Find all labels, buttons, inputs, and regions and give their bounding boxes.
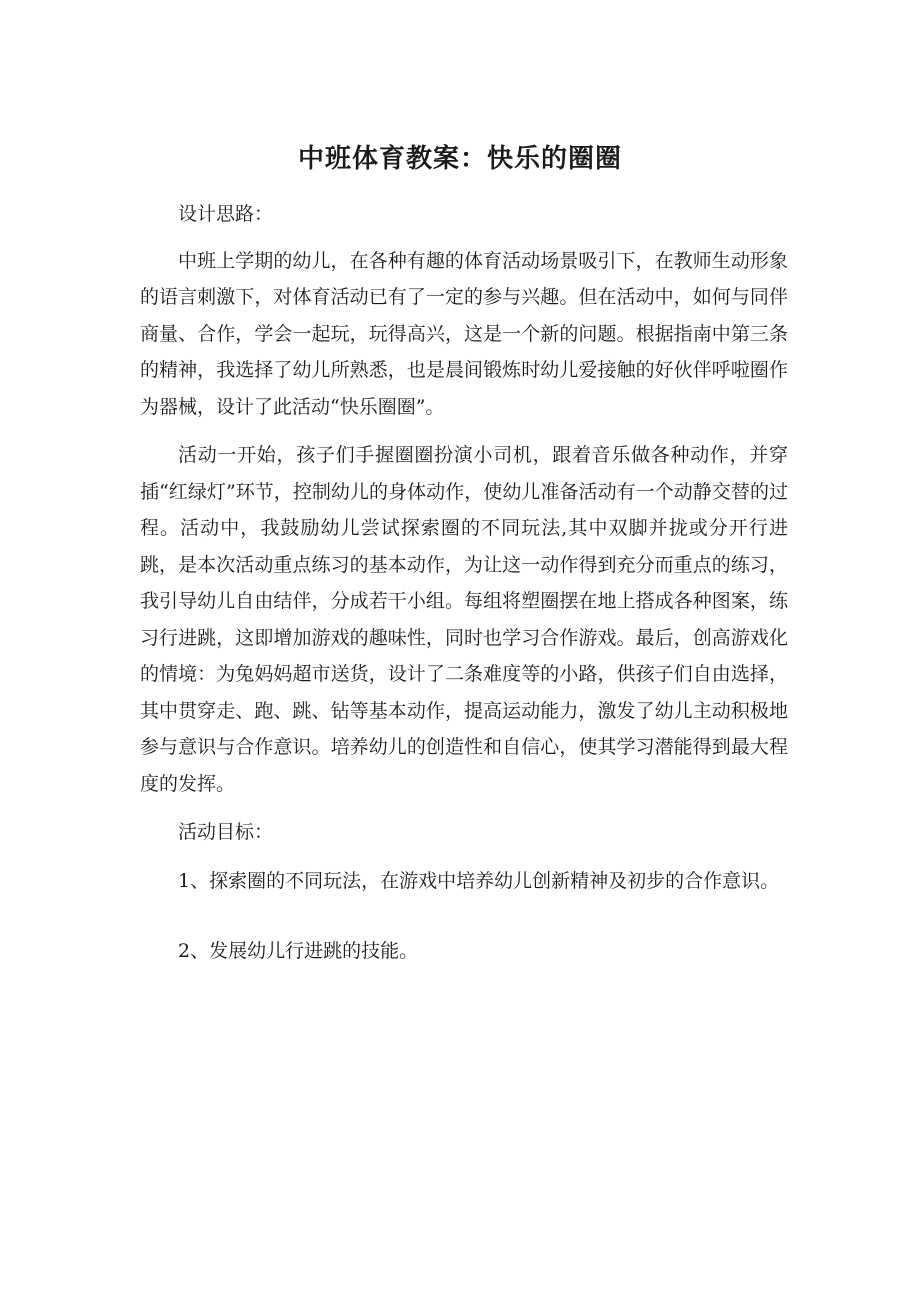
goal-item-1: 1、探索圈的不同玩法，在游戏中培养幼儿创新精神及初步的合作意识。 xyxy=(178,869,780,892)
goal-item-2: 2、发展幼儿行进跳的技能。 xyxy=(178,940,419,962)
paragraph-activity-process: 活动一开始，孩子们手握圈圈扮演小司机，跟着音乐做各种动作，并穿插“红绿灯”环节，控制幼儿的身体动作，使幼儿准备活动有一个动静交替的过程。活动中，我鼓励幼儿尝试探索圈的不同玩法,其中双脚并拢或分开行进跳，是本次活动重点练习的基本动作，为让这一动作得到充分而重点的练习，我引导幼儿自由结伴，分成若干小组。每组将塑圈摆在地上搭成各种图案，练习行进跳，这即增加游戏的趣味性，同时也学习合作游戏。最后，创高游戏化的情境：为兔妈妈超市送货，设计了二条难度等的小路，供孩子们自由选择，其中贯穿走、跑、跳、钻等基本动作，提高运动能力，激发了幼儿主动积极地参与意识与合作意识。培养幼儿的创造性和自信心，使其学习潜能得到最大程度的发挥。 xyxy=(140,444,788,795)
paragraph-design-rationale: 中班上学期的幼儿，在各种有趣的体育活动场景吸引下，在教师生动形象的语言刺激下，对体育活动已有了一定的参与兴趣。但在活动中，如何与同伴商量、合作，学会一起玩，玩得高兴，这是一个新的问题。根据指南中第三条的精神，我选择了幼儿所熟悉，也是晨间锻炼时幼儿爱接触的好伙伴呼啦圈作为器械，设计了此活动“快乐圈圈”。 xyxy=(140,249,788,418)
document-body xyxy=(140,196,788,970)
section-heading-design: 设计思路： xyxy=(178,203,274,225)
section-heading-goals: 活动目标： xyxy=(178,821,274,843)
document-title: 中班体育教案：快乐的圈圈 xyxy=(297,144,622,174)
